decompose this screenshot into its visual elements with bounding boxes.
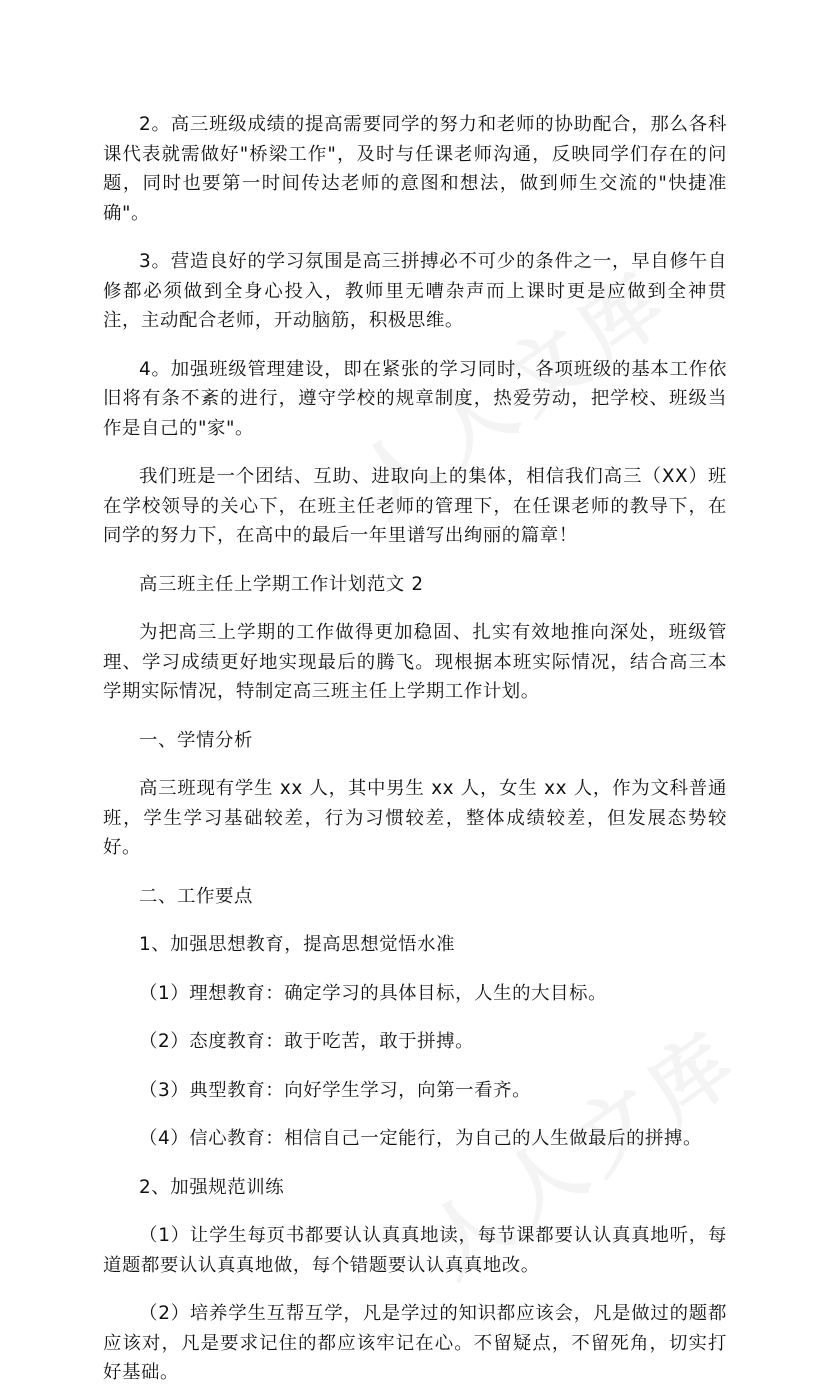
section-title: 高三班主任上学期工作计划范文 2 — [139, 573, 424, 595]
subheading-ideology: 1、加强思想教育，提高思想觉悟水准 — [139, 934, 456, 955]
paragraph-point-4: 4。加强班级管理建设，即在紧张的学习同时，各项班级的基本工作依旧将有条不紊的进行，遵守学校的规章制度，热爱劳动，把学校、班级当作是自己的"家"。 — [103, 358, 727, 439]
paragraph-point-2: 2。高三班级成绩的提高需要同学的努力和老师的协助配合，那么各科课代表就需做好"桥梁工作"，及时与任课老师沟通，反映同学们存在的问题，同时也要第一时间传达老师的意图和想法，做到师生交流的"快捷准确"。 — [103, 114, 727, 224]
list-item: （2）态度教育：敢于吃苦，敢于拼搏。 — [139, 1031, 475, 1052]
heading-situation-analysis: 一、学情分析 — [139, 729, 253, 751]
list-item: （4）信心教育：相信自己一定能行，为自己的人生做最后的拼搏。 — [139, 1128, 703, 1149]
paragraph-situation: 高三班现有学生 xx 人，其中男生 xx 人，女生 xx 人，作为文科普通班，学生学习基础较差，行为习惯较差，整体成绩较差，但发展态势较好。 — [103, 778, 727, 858]
paragraph-conclusion: 我们班是一个团结、互助、进取向上的集体，相信我们高三（XX）班在学校领导的关心下，在班主任老师的管理下，在任课老师的教导下，在同学的努力下，在高中的最后一年里谱写出绚丽的篇章！ — [103, 466, 727, 546]
list-item: （2）培养学生互帮互学，凡是学过的知识都应该会，凡是做过的题都应该对，凡是要求记住的都应该牢记在心。不留疑点，不留死角，切实打好基础。 — [103, 1303, 727, 1383]
subheading-training: 2、加强规范训练 — [139, 1176, 285, 1198]
list-item: （1）让学生每页书都要认认真真地读，每节课都要认认真真地听，每道题都要认认真真地做，每个错题要认认真真地改。 — [103, 1225, 727, 1276]
document-body — [103, 110, 727, 1388]
paragraph-intro: 为把高三上学期的工作做得更加稳固、扎实有效地推向深处，班级管理、学习成绩更好地实现最后的腾飞。现根据本班实际情况，结合高三本学期实际情况，特制定高三班主任上学期工作计划。 — [103, 622, 727, 702]
heading-work-points: 二、工作要点 — [139, 885, 253, 907]
list-item: （1）理想教育：确定学习的具体目标，人生的大目标。 — [139, 982, 608, 1004]
paragraph-point-3: 3。营造良好的学习氛围是高三拼搏必不可少的条件之一，早自修午自修都必须做到全身心投入，教师里无嘈杂声而上课时更是应做到全神贯注，主动配合老师，开动脑筋，积极思维。 — [103, 251, 727, 331]
list-item: （3）典型教育：向好学生学习，向第一看齐。 — [139, 1079, 532, 1101]
